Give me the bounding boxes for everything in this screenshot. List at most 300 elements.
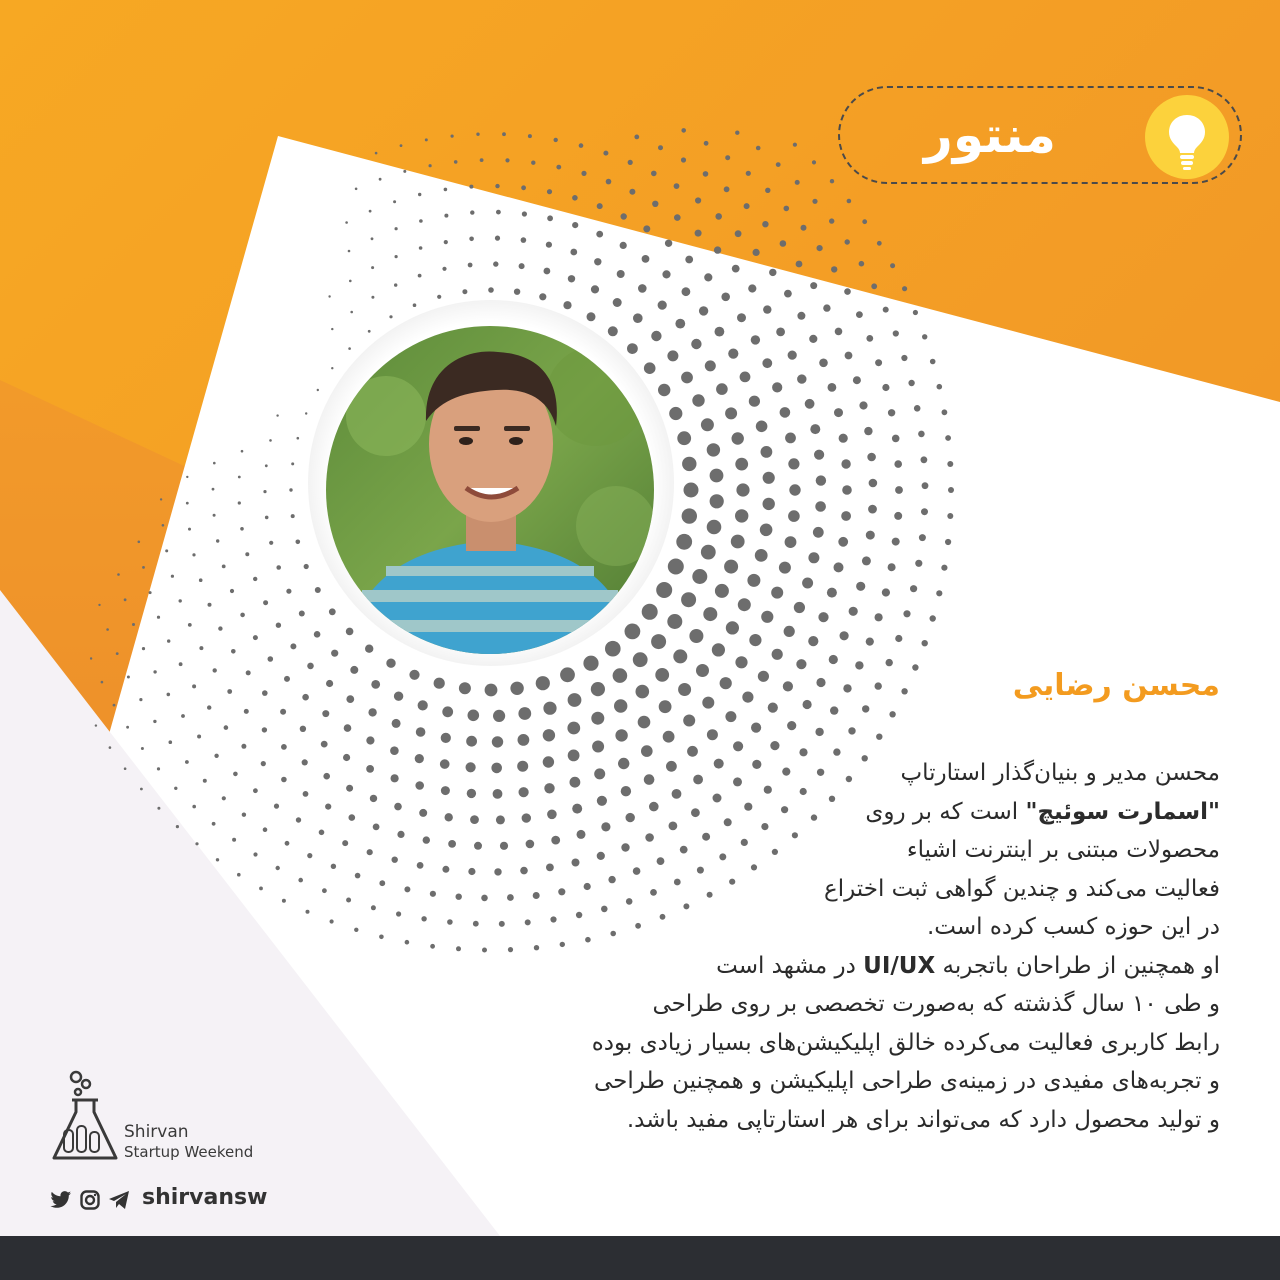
halftone-dot: [867, 453, 876, 462]
halftone-dot: [355, 873, 361, 879]
halftone-dot: [579, 143, 584, 148]
halftone-dot: [368, 330, 371, 333]
halftone-dot: [492, 736, 503, 747]
halftone-dot: [895, 486, 903, 494]
halftone-dot: [839, 434, 848, 443]
halftone-dot: [192, 553, 195, 556]
halftone-dot: [871, 283, 877, 289]
halftone-dot: [298, 878, 303, 883]
halftone-dot: [665, 240, 672, 247]
halftone-dot: [655, 668, 669, 682]
halftone-dot: [253, 577, 257, 581]
halftone-dot: [444, 240, 448, 244]
halftone-dot: [875, 359, 882, 366]
halftone-dot: [521, 237, 527, 243]
halftone-dot: [681, 592, 696, 607]
halftone-dot: [276, 414, 278, 416]
halftone-dot: [812, 160, 816, 164]
halftone-dot: [617, 270, 625, 278]
halftone-dot: [888, 409, 895, 416]
halftone-dot: [306, 910, 310, 914]
halftone-dot: [466, 736, 477, 747]
halftone-dot: [563, 301, 571, 309]
telegram-icon[interactable]: [108, 1190, 130, 1210]
halftone-dot: [444, 188, 448, 192]
halftone-dot: [691, 339, 701, 349]
halftone-dot: [349, 280, 352, 283]
halftone-dot: [689, 629, 703, 643]
halftone-dot: [346, 898, 351, 903]
halftone-dot: [864, 427, 872, 435]
halftone-dot: [519, 263, 525, 269]
halftone-dot: [608, 326, 618, 336]
halftone-dot: [261, 761, 266, 766]
halftone-dot: [594, 258, 601, 265]
halftone-dot: [386, 659, 395, 668]
halftone-dot: [350, 311, 353, 314]
halftone-dot: [213, 462, 216, 465]
instagram-icon[interactable]: [80, 1190, 100, 1210]
bio-line: و تجربه‌های مفیدی در زمینه‌ی طراحی اپلیکیشن و همچنین طراحی: [593, 1068, 1220, 1094]
halftone-dot: [695, 197, 701, 203]
halftone-dot: [502, 132, 506, 136]
halftone-dot: [331, 367, 333, 369]
halftone-dot: [238, 476, 241, 479]
halftone-dot: [735, 458, 748, 471]
halftone-dot: [418, 193, 421, 196]
halftone-dot: [614, 699, 627, 712]
halftone-dot: [232, 838, 236, 842]
halftone-dot: [348, 250, 351, 253]
halftone-dot: [442, 706, 453, 717]
halftone-dot: [90, 657, 92, 659]
halftone-dot: [442, 267, 446, 271]
halftone-dot: [153, 670, 156, 673]
halftone-dot: [888, 563, 896, 571]
halftone-dot: [568, 275, 575, 282]
halftone-dot: [394, 803, 402, 811]
halftone-dot: [329, 608, 336, 615]
halftone-dot: [658, 145, 663, 150]
halftone-dot: [845, 352, 853, 360]
halftone-dot: [849, 607, 858, 616]
halftone-dot: [788, 510, 800, 522]
halftone-dot: [404, 886, 410, 892]
halftone-dot: [678, 683, 691, 696]
halftone-dot: [823, 304, 830, 311]
halftone-dot: [328, 295, 330, 297]
halftone-dot: [613, 668, 628, 683]
halftone-dot: [817, 245, 823, 251]
halftone-dot: [682, 508, 697, 523]
halftone-dot: [441, 733, 451, 743]
halftone-dot: [242, 813, 246, 817]
halftone-dot: [784, 290, 792, 298]
halftone-dot: [354, 928, 358, 932]
halftone-dot: [246, 670, 251, 675]
halftone-dot: [315, 587, 321, 593]
halftone-dot: [776, 328, 785, 337]
halftone-dot: [418, 700, 428, 710]
mentor-bio: [420, 754, 1220, 1139]
halftone-dot: [179, 662, 183, 666]
halftone-dot: [371, 296, 374, 299]
halftone-dot: [391, 774, 399, 782]
halftone-dot: [444, 214, 448, 218]
halftone-dot: [368, 708, 376, 716]
halftone-dot: [814, 450, 824, 460]
halftone-dot: [681, 157, 686, 162]
halftone-dot: [403, 170, 406, 173]
halftone-dot: [776, 162, 781, 167]
halftone-dot: [922, 482, 929, 489]
halftone-dot: [725, 155, 730, 160]
halftone-dot: [342, 840, 348, 846]
halftone-dot: [331, 328, 333, 330]
halftone-dot: [658, 384, 670, 396]
halftone-dot: [942, 409, 948, 415]
halftone-dot: [518, 707, 531, 720]
halftone-dot: [326, 680, 333, 687]
halftone-dot: [856, 311, 863, 318]
halftone-dot: [468, 710, 480, 722]
mentor-name: محسن رضایی: [1012, 668, 1220, 703]
halftone-dot: [280, 709, 286, 715]
halftone-dot: [724, 186, 730, 192]
halftone-dot: [245, 552, 249, 556]
halftone-dot: [726, 621, 739, 634]
halftone-dot: [634, 135, 639, 140]
halftone-dot: [651, 634, 666, 649]
halftone-dot: [829, 218, 834, 223]
halftone-dot: [753, 249, 760, 256]
halftone-dot: [117, 573, 120, 576]
halftone-dot: [914, 405, 921, 412]
halftone-dot: [827, 588, 837, 598]
halftone-dot: [749, 396, 760, 407]
halftone-dot: [796, 261, 803, 268]
halftone-dot: [737, 313, 746, 322]
halftone-dot: [841, 459, 850, 468]
halftone-dot: [547, 189, 552, 194]
halftone-dot: [947, 513, 953, 519]
halftone-dot: [167, 693, 171, 697]
halftone-dot: [127, 676, 130, 679]
halftone-dot: [892, 435, 900, 443]
halftone-dot: [371, 266, 374, 269]
halftone-dot: [330, 919, 334, 923]
halftone-dot: [788, 458, 799, 469]
halftone-dot: [768, 703, 778, 713]
halftone-dot: [395, 227, 398, 230]
halftone-dot: [638, 716, 651, 729]
halftone-dot: [307, 853, 312, 858]
halftone-dot: [651, 331, 661, 341]
halftone-dot: [302, 694, 309, 701]
halftone-dot: [109, 746, 112, 749]
halftone-dot: [367, 849, 373, 855]
bio-line: رابط کاربری فعالیت می‌کرده خالق اپلیکیشن‌های بسیار زیادی بوده: [591, 1029, 1220, 1056]
halftone-dot: [528, 134, 532, 138]
halftone-dot: [241, 450, 244, 453]
halftone-dot: [812, 199, 817, 204]
halftone-dot: [181, 714, 185, 718]
halftone-dot: [638, 284, 647, 293]
halftone-dot: [715, 213, 722, 220]
halftone-dot: [930, 615, 936, 621]
halftone-dot: [840, 631, 849, 640]
lightbulb-icon: [1145, 95, 1229, 179]
halftone-dot: [732, 265, 740, 273]
halftone-dot: [627, 343, 638, 354]
halftone-dot: [810, 424, 820, 434]
halftone-dot: [300, 726, 306, 732]
halftone-dot: [281, 777, 287, 783]
halftone-dot: [763, 472, 775, 484]
halftone-dot: [845, 239, 850, 244]
halftone-dot: [866, 335, 873, 342]
halftone-dot: [291, 514, 295, 518]
halftone-dot: [231, 649, 236, 654]
halftone-dot: [751, 723, 761, 733]
halftone-dot: [682, 287, 691, 296]
halftone-dot: [802, 578, 813, 589]
halftone-dot: [522, 211, 527, 216]
halftone-dot: [253, 852, 257, 856]
halftone-dot: [149, 591, 152, 594]
halftone-dot: [644, 362, 656, 374]
halftone-dot: [716, 383, 728, 395]
halftone-dot: [480, 158, 484, 162]
halftone-dot: [521, 185, 526, 190]
halftone-dot: [921, 508, 928, 515]
halftone-dot: [834, 562, 844, 572]
halftone-dot: [265, 516, 269, 520]
halftone-dot: [675, 319, 685, 329]
halftone-dot: [142, 647, 145, 650]
halftone-dot: [838, 537, 848, 547]
halftone-dot: [188, 623, 192, 627]
halftone-dot: [269, 541, 273, 545]
halftone-dot: [674, 183, 680, 189]
bio-line: محسن مدیر و بنیان‌گذار استارتاپ: [900, 760, 1220, 786]
halftone-dot: [761, 446, 773, 458]
halftone-dot: [199, 578, 203, 582]
halftone-dot: [704, 273, 712, 281]
halftone-dot: [922, 640, 928, 646]
halftone-dot: [469, 185, 473, 189]
bio-line: و تولید محصول دارد که می‌تواند برای هر استارتاپی مفید باشد.: [626, 1106, 1220, 1133]
halftone-dot: [733, 741, 743, 751]
halftone-dot: [396, 911, 401, 916]
halftone-dot: [405, 940, 410, 945]
halftone-dot: [162, 524, 165, 527]
halftone-dot: [370, 795, 377, 802]
halftone-dot: [606, 179, 612, 185]
halftone-dot: [738, 598, 751, 611]
halftone-dot: [291, 462, 294, 465]
halftone-dot: [142, 566, 145, 569]
halftone-dot: [725, 407, 737, 419]
halftone-dot: [801, 225, 807, 231]
halftone-dot: [214, 754, 218, 758]
halftone-dot: [389, 315, 392, 318]
halftone-dot: [237, 873, 241, 877]
halftone-dot: [756, 146, 761, 151]
bio-line: "اسمارت سوئیچ" است که بر روی: [865, 798, 1220, 825]
halftone-dot: [495, 184, 499, 188]
halftone-dot: [224, 725, 229, 730]
halftone-dot: [663, 731, 675, 743]
flask-icon: [50, 1070, 120, 1166]
halftone-dot: [437, 295, 441, 299]
halftone-dot: [894, 512, 902, 520]
halftone-dot: [859, 261, 865, 267]
halftone-dot: [259, 887, 263, 891]
halftone-dot: [139, 698, 142, 701]
halftone-dot: [379, 178, 382, 181]
halftone-dot: [715, 584, 729, 598]
halftone-dot: [948, 487, 954, 493]
uiux-term: UI/UX: [863, 952, 936, 979]
halftone-dot: [633, 313, 643, 323]
halftone-dot: [847, 199, 852, 204]
halftone-dot: [707, 443, 720, 456]
halftone-dot: [889, 711, 895, 717]
halftone-dot: [348, 347, 351, 350]
halftone-dot: [744, 203, 750, 209]
halftone-dot: [707, 729, 718, 740]
halftone-dot: [195, 842, 198, 845]
halftone-dot: [615, 729, 627, 741]
halftone-dot: [704, 141, 709, 146]
halftone-dot: [813, 527, 824, 538]
halftone-dot: [572, 222, 578, 228]
halftone-dot: [591, 712, 604, 725]
halftone-dot: [834, 408, 843, 417]
halftone-dot: [369, 210, 372, 213]
halftone-dot: [304, 564, 309, 569]
halftone-dot: [751, 335, 760, 344]
halftone-dot: [724, 560, 738, 574]
halftone-dot: [157, 616, 160, 619]
halftone-dot: [941, 565, 947, 571]
halftone-dot: [269, 439, 272, 442]
halftone-dot: [570, 249, 577, 256]
halftone-dot: [793, 143, 797, 147]
halftone-dot: [862, 705, 869, 712]
halftone-dot: [314, 631, 321, 638]
halftone-dot: [692, 394, 704, 406]
bio-line: فعالیت می‌کند و چندین گواهی ثبت اختراع: [824, 875, 1220, 902]
halftone-dot: [784, 626, 795, 637]
halftone-dot: [547, 215, 553, 221]
halftone-dot: [349, 814, 356, 821]
halftone-dot: [174, 787, 177, 790]
halftone-dot: [808, 636, 818, 646]
halftone-dot: [633, 652, 648, 667]
halftone-dot: [262, 690, 268, 696]
halftone-dot: [286, 589, 291, 594]
halftone-dot: [844, 288, 851, 295]
halftone-dot: [772, 649, 783, 660]
halftone-dot: [454, 160, 458, 164]
halftone-dot: [544, 268, 551, 275]
halftone-dot: [882, 384, 889, 391]
halftone-dot: [746, 171, 751, 176]
halftone-dot: [416, 727, 426, 737]
halftone-dot: [695, 230, 702, 237]
halftone-dot: [116, 652, 119, 655]
halftone-dot: [459, 682, 471, 694]
halftone-dot: [681, 128, 686, 133]
halftone-dot: [296, 817, 301, 822]
halftone-dot: [317, 389, 319, 391]
halftone-dot: [218, 626, 222, 630]
halftone-dot: [918, 431, 925, 438]
halftone-dot: [902, 286, 907, 291]
halftone-dot: [886, 659, 893, 666]
halftone-dot: [756, 421, 768, 433]
halftone-dot: [375, 152, 378, 155]
halftone-dot: [591, 682, 605, 696]
halftone-dot: [95, 724, 97, 726]
halftone-dot: [684, 483, 699, 498]
halftone-dot: [379, 880, 385, 886]
halftone-dot: [866, 531, 875, 540]
halftone-dot: [425, 138, 428, 141]
halftone-dot: [732, 432, 744, 444]
halftone-dot: [241, 744, 246, 749]
halftone-dot: [167, 639, 170, 642]
halftone-dot: [153, 720, 156, 723]
halftone-dot: [749, 634, 761, 646]
halftone-dot: [915, 560, 922, 567]
halftone-dot: [587, 312, 596, 321]
halftone-dot: [493, 261, 498, 266]
halftone-dot: [721, 293, 730, 302]
halftone-dot: [373, 824, 380, 831]
halftone-dot: [157, 807, 160, 810]
halftone-dot: [101, 681, 104, 684]
halftone-dot: [393, 200, 396, 203]
halftone-dot: [434, 678, 445, 689]
halftone-dot: [276, 565, 281, 570]
halftone-dot: [546, 242, 552, 248]
halftone-dot: [701, 418, 714, 431]
halftone-dot: [265, 464, 268, 467]
startup-name: "اسمارت سوئیچ": [1025, 798, 1220, 825]
halftone-dot: [208, 603, 212, 607]
halftone-dot: [343, 754, 350, 761]
halftone-dot: [240, 527, 244, 531]
halftone-dot: [662, 270, 670, 278]
halftone-dot: [186, 476, 188, 478]
halftone-dot: [862, 556, 871, 565]
halftone-dot: [728, 349, 738, 359]
halftone-dot: [505, 158, 509, 162]
halftone-dot: [470, 210, 474, 214]
halftone-dot: [390, 746, 399, 755]
halftone-dot: [876, 734, 882, 740]
twitter-icon[interactable]: [50, 1190, 72, 1210]
halftone-dot: [945, 435, 951, 441]
social-handle[interactable]: shirvansw: [142, 1185, 268, 1210]
halftone-dot: [625, 624, 641, 640]
halftone-dot: [785, 433, 796, 444]
halftone-dot: [169, 740, 173, 744]
halftone-dot: [346, 628, 354, 636]
